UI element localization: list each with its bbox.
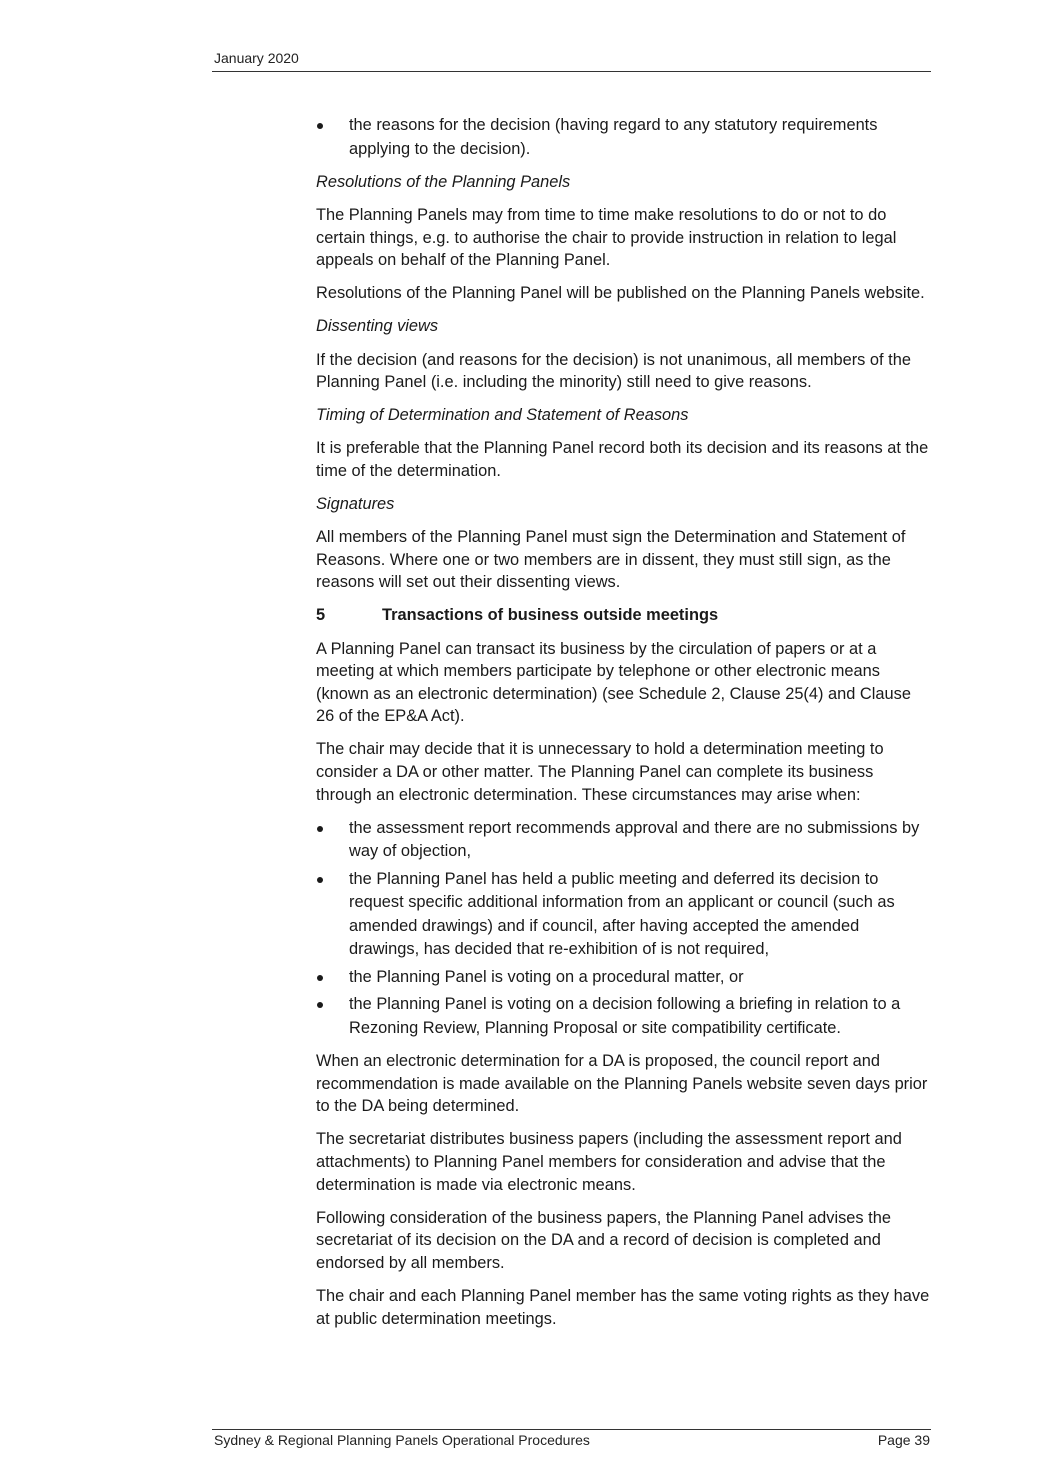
list-item: the Planning Panel is voting on a procedural matter, or xyxy=(316,966,930,990)
paragraph: All members of the Planning Panel must sign the Determination and Statement of Reasons. Where one or two members are in dissent, they must still sign, as the reasons will set out their dissenting views. xyxy=(316,528,906,592)
paragraph: Following consideration of the business papers, the Planning Panel advises the secretariat of its decision on the DA and a record of decision is completed and endorsed by all members. xyxy=(316,1208,891,1272)
paragraph: It is preferable that the Planning Panel record both its decision and its reasons at the time of the determination. xyxy=(316,439,929,480)
page-body xyxy=(316,114,930,1341)
paragraph: The chair and each Planning Panel member has the same voting rights as they have at public determination meetings. xyxy=(316,1287,930,1328)
list-item: the reasons for the decision (having regard to any statutory requirements applying to the decision). xyxy=(316,114,930,161)
section-heading xyxy=(316,604,930,627)
paragraph: The secretariat distributes business papers (including the assessment report and attachments) to Planning Panel members for consideration and advise that the determination is made via electronic means. xyxy=(316,1130,902,1194)
paragraph: The Planning Panels may from time to time make resolutions to do or not to do certain things, e.g. to authorise the chair to provide instruction in relation to legal appeals on behalf of the Planning Panel. xyxy=(316,206,897,270)
page-number: Page 39 xyxy=(877,1432,930,1448)
dissenting-heading: Dissenting views xyxy=(316,317,439,336)
signatures-heading: Signatures xyxy=(316,495,395,514)
footer-title: Sydney & Regional Planning Panels Operational Procedures xyxy=(214,1432,590,1448)
header-date: January 2020 xyxy=(214,50,299,66)
bullet-icon xyxy=(317,1002,323,1008)
bullet-icon xyxy=(317,826,323,832)
paragraph: The chair may decide that it is unnecessary to hold a determination meeting to consider a DA or other matter. The Planning Panel can complete its business through an electronic determination. These circumstances may arise when: xyxy=(316,740,884,804)
section-number: 5 xyxy=(316,606,326,625)
bullet-icon xyxy=(317,123,323,129)
paragraph: Resolutions of the Planning Panel will be published on the Planning Panels website. xyxy=(316,284,925,303)
circumstances-list xyxy=(316,817,930,1041)
paragraph: If the decision (and reasons for the decision) is not unanimous, all members of the Planning Panel (i.e. including the minority) still need to give reasons. xyxy=(316,350,911,392)
section-title: Transactions of business outside meetings xyxy=(382,606,719,625)
paragraph: When an electronic determination for a DA is proposed, the council report and recommendation is made available on the Planning Panels website seven days prior to the DA being determined. xyxy=(316,1052,928,1116)
bullet-icon xyxy=(317,975,323,981)
bullet-icon xyxy=(317,877,323,883)
list-item: the Planning Panel has held a public meeting and deferred its decision to request specific additional information from an applicant or council (such as amended drawings) and if council, after having accepted the amended drawings, has decided that re-exhibition of is not required, xyxy=(316,868,930,962)
list-item: the Planning Panel is voting on a decision following a briefing in relation to a Rezoning Review, Planning Proposal or site compatibility certificate. xyxy=(316,993,930,1040)
paragraph: A Planning Panel can transact its business by the circulation of papers or at a meeting at which members participate by telephone or other electronic means (known as an electronic determination) (see Schedule 2, Clause 25(4) and Clause 26 of the EP&A Act). xyxy=(316,639,911,726)
resolutions-heading: Resolutions of the Planning Panels xyxy=(316,173,571,191)
list-item: the assessment report recommends approval and there are no submissions by way of objection, xyxy=(316,817,930,864)
intro-bullet-list xyxy=(316,114,930,161)
timing-heading: Timing of Determination and Statement of Reasons xyxy=(316,406,689,425)
header-divider xyxy=(212,71,931,72)
footer-divider xyxy=(212,1429,931,1430)
